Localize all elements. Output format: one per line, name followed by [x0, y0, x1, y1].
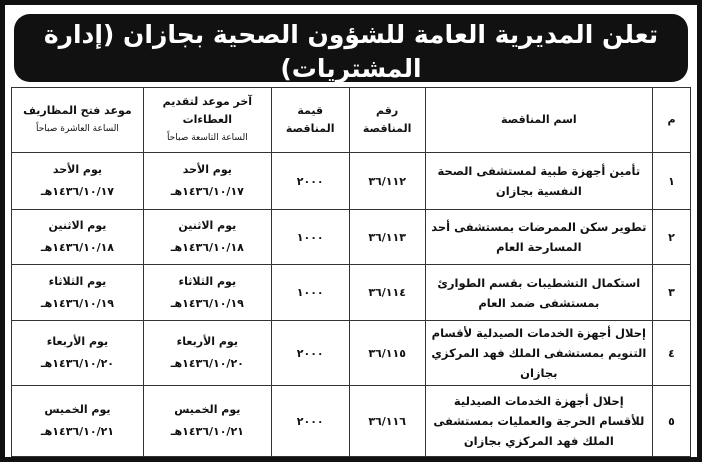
- cell-value-text: ٢٠٠٠: [296, 414, 324, 428]
- cell-deadline-text: ١٤٣٦/١٠/١٨هـ: [170, 241, 244, 254]
- page-subtitle: عن طرح العمليات التالية :: [255, 88, 447, 106]
- cell-number: [349, 321, 425, 386]
- cell-deadline-text: يوم الثلاثاء: [178, 274, 237, 288]
- col-deadline: [143, 88, 271, 153]
- cell-deadline-text: يوم الأحد: [182, 163, 232, 176]
- cell-index: [653, 265, 691, 321]
- cell-opening-text: ١٤٣٦/١٠/١٩هـ: [40, 296, 115, 310]
- cell-opening: [12, 210, 144, 265]
- cell-value-text: ١٠٠٠: [296, 286, 324, 299]
- col-number: رقم المناقصة: [349, 88, 425, 153]
- cell-opening-text: يوم الأحد: [52, 163, 103, 176]
- table-row: [12, 265, 691, 321]
- cell-deadline-text: ١٤٣٦/١٠/١٧هـ: [170, 185, 244, 198]
- cell-name: [425, 265, 652, 321]
- cell-index-text: ٢: [668, 230, 675, 244]
- cell-index-text: ٥: [668, 414, 675, 428]
- cell-deadline: [143, 321, 271, 386]
- cell-deadline-text: يوم الاثنين: [178, 219, 237, 232]
- cell-number-text: ٣٦/١١٦: [368, 414, 406, 428]
- cell-number: [349, 153, 425, 210]
- cell-deadline: [143, 265, 271, 321]
- cell-name: [425, 210, 652, 265]
- tenders-table: [11, 87, 691, 457]
- cell-opening-text: يوم الاثنين: [48, 219, 107, 232]
- cell-index: [653, 210, 691, 265]
- cell-name: [425, 153, 652, 210]
- cell-name: [425, 386, 652, 457]
- cell-opening: [12, 386, 144, 457]
- cell-opening-text: يوم الخميس: [44, 403, 111, 416]
- cell-deadline-text: ١٤٣٦/١٠/٢١هـ: [170, 425, 244, 438]
- cell-value-text: ٢٠٠٠: [296, 174, 324, 188]
- cell-opening-text: يوم الثلاثاء: [48, 274, 107, 288]
- col-value: قيمة المناقصة: [271, 88, 349, 153]
- table-header-row: [12, 88, 691, 153]
- cell-name-text: تأمين أجهزة طبية لمستشفى الصحة النفسية بجازان: [437, 164, 641, 198]
- cell-index-text: ١: [668, 174, 675, 188]
- cell-deadline: [143, 153, 271, 210]
- cell-value: [271, 210, 349, 265]
- cell-index: [653, 153, 691, 210]
- cell-number-text: ٣٦/١١٥: [368, 346, 406, 360]
- cell-opening-text: يوم الأربعاء: [46, 335, 109, 348]
- cell-name-text: إحلال أجهزة الخدمات الصيدلية لأقسام التنويم بمستشفى الملك فهد المركزي بجازان: [431, 326, 647, 380]
- cell-index-text: ٣: [668, 286, 675, 299]
- col-deadline-note: الساعة التاسعة صباحاً: [166, 133, 248, 143]
- cell-deadline-text: يوم الخميس: [174, 403, 241, 416]
- cell-deadline-text: ١٤٣٦/١٠/١٩هـ: [170, 296, 244, 310]
- col-opening-note: الساعة العاشرة صباحاً: [36, 124, 119, 134]
- table-row: [12, 210, 691, 265]
- cell-opening-text: ١٤٣٦/١٠/١٧هـ: [40, 185, 115, 198]
- cell-number-text: ٣٦/١١٣: [368, 230, 406, 244]
- cell-number-text: ٣٦/١١٢: [368, 174, 406, 188]
- col-opening-label: موعد فتح المظاريف: [23, 104, 132, 117]
- table-row: [12, 386, 691, 457]
- cell-value: [271, 321, 349, 386]
- cell-number-text: ٣٦/١١٤: [368, 286, 406, 299]
- cell-number: [349, 265, 425, 321]
- table-row: [12, 153, 691, 210]
- cell-index-text: ٤: [668, 346, 675, 360]
- cell-deadline-text: ١٤٣٦/١٠/٢٠هـ: [170, 357, 244, 370]
- col-index: م: [653, 88, 691, 153]
- header-banner: [14, 14, 688, 106]
- col-name: اسم المناقصة: [425, 88, 652, 153]
- cell-number: [349, 210, 425, 265]
- cell-value: [271, 386, 349, 457]
- cell-opening: [12, 321, 144, 386]
- cell-index: [653, 321, 691, 386]
- cell-name-text: إحلال أجهزة الخدمات الصيدلية للأقسام الحرجة والعمليات بمستشفى الملك فهد المركزي بجازان: [433, 394, 645, 448]
- cell-value-text: ٢٠٠٠: [296, 346, 324, 360]
- cell-name-text: تطوير سكن الممرضات بمستشفى أحد المسارحة العام: [431, 220, 647, 254]
- cell-deadline-text: يوم الأربعاء: [176, 335, 238, 348]
- col-opening: [12, 88, 144, 153]
- cell-deadline: [143, 386, 271, 457]
- cell-value: [271, 153, 349, 210]
- col-deadline-label: آخر موعد لتقديم العطاءات: [162, 95, 253, 126]
- table-row: [12, 321, 691, 386]
- page-title: تعلن المديرية العامة للشؤون الصحية بجازان (إدارة المشتريات): [43, 20, 659, 83]
- cell-name-text: استكمال التشطيبات بقسم الطوارئ بمستشفى ضمد العام: [437, 275, 641, 310]
- cell-number: [349, 386, 425, 457]
- cell-deadline: [143, 210, 271, 265]
- cell-opening-text: ١٤٣٦/١٠/٢٠هـ: [40, 357, 115, 370]
- cell-value: [271, 265, 349, 321]
- cell-index: [653, 386, 691, 457]
- cell-opening: [12, 265, 144, 321]
- cell-value-text: ١٠٠٠: [296, 230, 324, 244]
- cell-opening-text: ١٤٣٦/١٠/١٨هـ: [40, 241, 115, 254]
- cell-name: [425, 321, 652, 386]
- cell-opening-text: ١٤٣٦/١٠/٢١هـ: [40, 425, 115, 438]
- cell-opening: [12, 153, 144, 210]
